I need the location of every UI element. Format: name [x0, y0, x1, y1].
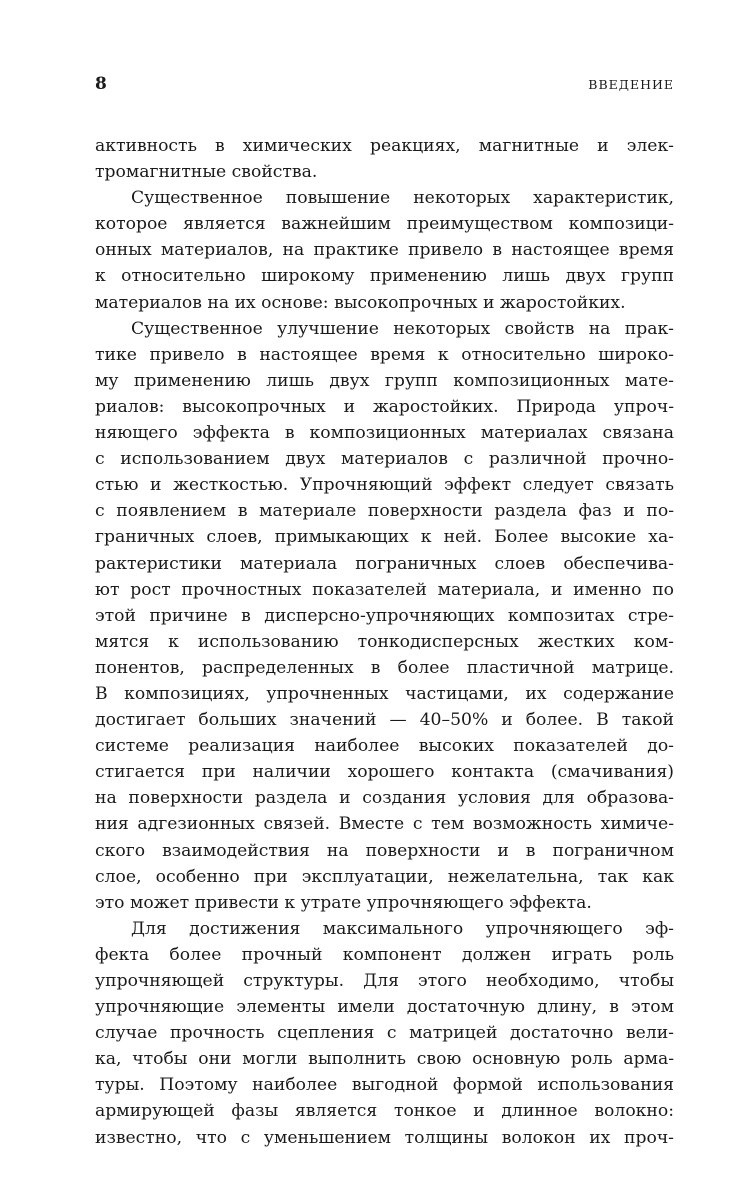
- text-line: ского взаимодействия на поверхности и в пограничном: [95, 840, 674, 861]
- text-line: ют рост прочностных показателей материала, и именно по: [95, 579, 674, 600]
- text-line: В композициях, упрочненных частицами, их содержание: [95, 683, 674, 704]
- text-line: Существенное улучшение некоторых свойств на прак-: [131, 318, 674, 339]
- text-line: тике привело в настоящее время к относительно широко-: [95, 344, 674, 365]
- text-line: стью и жесткостью. Упрочняющий эффект следует связать: [95, 475, 674, 496]
- text-line: упрочняющие элементы имели достаточную длину, в этом: [95, 997, 674, 1018]
- text-line: на поверхности раздела и создания условия для образова-: [95, 788, 674, 809]
- text-line: му применению лишь двух групп композиционных мате-: [95, 370, 674, 391]
- page-header: [95, 74, 674, 98]
- text-line: ка, чтобы они могли выполнить свою основную роль арма-: [95, 1049, 674, 1070]
- text-line: няющего эффекта в композиционных материалах связана: [95, 423, 674, 444]
- text-line: риалов: высокопрочных и жаростойких. Природа упроч-: [95, 396, 674, 417]
- paragraph: [95, 316, 674, 916]
- text-line: случае прочность сцепления с матрицей достаточно вели-: [95, 1023, 674, 1044]
- text-line: онных материалов, на практике привело в настоящее время: [95, 240, 674, 261]
- text-line: системе реализация наиболее высоких показателей до-: [95, 736, 674, 757]
- text-line: к относительно широкому применению лишь двух групп: [95, 266, 674, 287]
- text-line: с появлением в материале поверхности раздела фаз и по-: [95, 501, 674, 522]
- text-line: ния адгезионных связей. Вместе с тем возможность химиче-: [95, 814, 674, 835]
- text-line: активность в химических реакциях, магнитные и элек-: [95, 136, 674, 156]
- text-line: с использованием двух материалов с различной прочно-: [95, 449, 674, 470]
- text-line: фекта более прочный компонент должен играть роль: [95, 944, 674, 965]
- text-line: слое, особенно при эксплуатации, нежелательна, так как: [95, 866, 674, 887]
- text-line: понентов, распределенных в более пластичной матрице.: [95, 657, 674, 678]
- paragraph: [95, 916, 674, 1151]
- text-line: рактеристики материала пограничных слоев обеспечива-: [95, 553, 674, 574]
- text-line: достигает больших значений — 40–50% и более. В такой: [95, 710, 674, 731]
- text-line: Для достижения максимального упрочняющего эф-: [131, 918, 674, 939]
- text-line: материалов на их основе: высокопрочных и жаростойких.: [95, 292, 626, 313]
- page-number: 8: [95, 74, 107, 94]
- text-line: граничных слоев, примыкающих к ней. Более высокие ха-: [95, 527, 674, 548]
- text-line: мятся к использованию тонкодисперсных жестких ком-: [95, 631, 674, 652]
- text-line: этой причине в дисперсно-упрочняющих композитах стре-: [95, 605, 674, 626]
- text-line: которое является важнейшим преимуществом композици-: [95, 214, 674, 235]
- text-line: стигается при наличии хорошего контакта (смачивания): [95, 762, 674, 783]
- text-line: Существенное повышение некоторых характеристик,: [131, 188, 674, 209]
- text-line: это может привести к утрате упрочняющего эффекта.: [95, 892, 592, 913]
- running-head: ВВЕДЕНИЕ: [588, 77, 674, 92]
- paragraph: [95, 133, 674, 185]
- text-line: тромагнитные свойства.: [95, 162, 318, 183]
- text-line: армирующей фазы является тонкое и длинное волокно:: [95, 1101, 674, 1122]
- text-line: туры. Поэтому наиболее выгодной формой использования: [95, 1075, 674, 1096]
- paragraph: [95, 185, 674, 315]
- body-text: [95, 133, 674, 1151]
- text-line: известно, что с уменьшением толщины волокон их проч-: [95, 1127, 674, 1148]
- text-line: упрочняющей структуры. Для этого необходимо, чтобы: [95, 971, 674, 991]
